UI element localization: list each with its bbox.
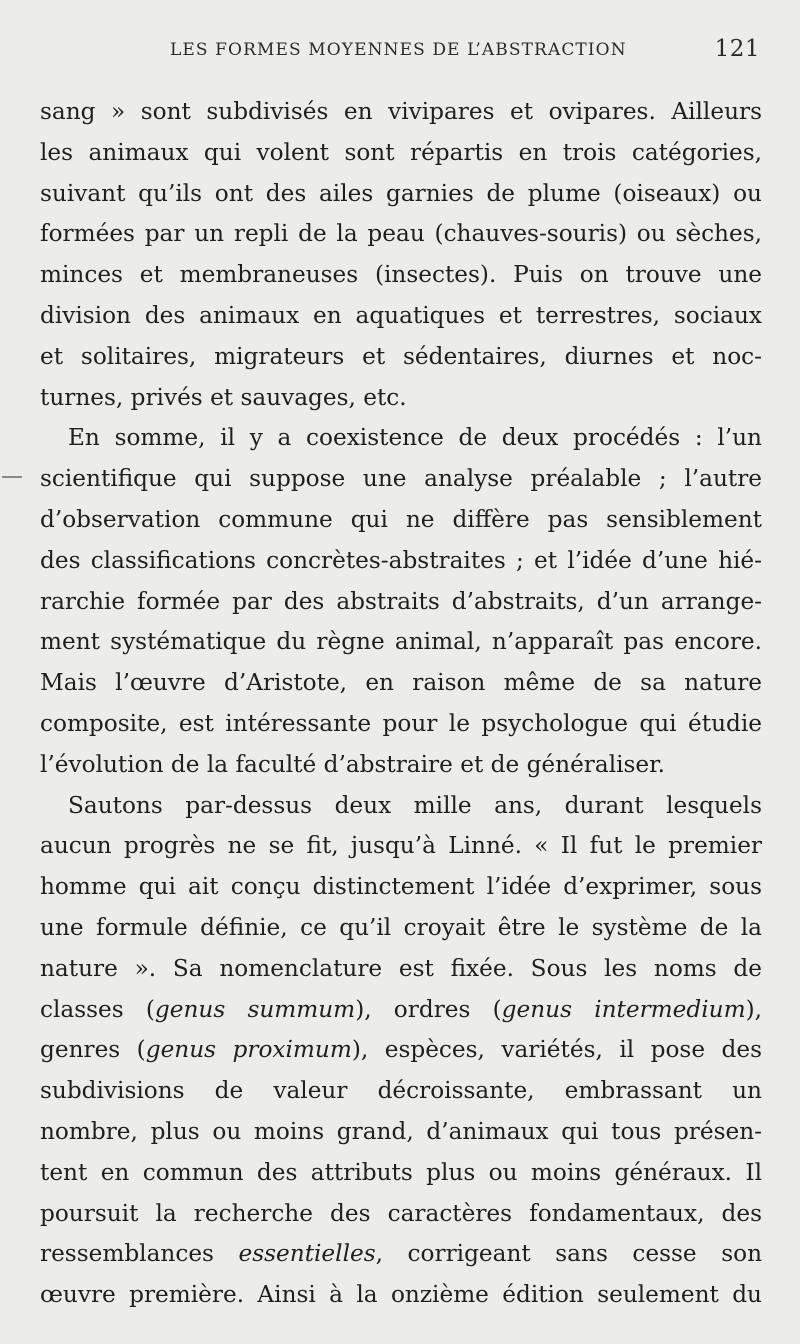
running-title: LES FORMES MOYENNES DE L’ABSTRACTION <box>170 40 627 60</box>
text-line: composite, est intéressante pour le psychologue qui étudie <box>40 709 762 737</box>
text-line: des classifications concrètes-abstraites ; et l’idée d’une hié- <box>40 546 762 574</box>
body-text <box>40 92 762 1316</box>
text-line: division des animaux en aquatiques et terrestres, sociaux <box>40 301 762 329</box>
text-run: classes ( <box>40 995 155 1023</box>
emphasized-word: essentielles <box>238 1240 376 1268</box>
latin-term: genus proximum <box>145 1036 352 1064</box>
text-line: suivant qu’ils ont des ailes garnies de plume (oiseaux) ou <box>40 179 762 207</box>
text-line: nombre, plus ou moins grand, d’animaux qui tous présen- <box>40 1117 762 1145</box>
page-number: 121 <box>714 36 760 62</box>
latin-term: genus intermedium <box>501 995 746 1023</box>
text-line: Mais l’œuvre d’Aristote, en raison même de sa nature <box>40 669 762 697</box>
text-run: , corrigeant sans cesse son <box>375 1240 763 1268</box>
text-run: ), espèces, variétés, il pose des <box>351 1036 762 1064</box>
text-line: nature ». Sa nomenclature est fixée. Sous les noms de <box>40 954 762 982</box>
text-line: homme qui ait conçu distinctement l’idée d’exprimer, sous <box>40 873 762 901</box>
text-line: sang » sont subdivisés en vivipares et ovipares. Ailleurs <box>40 98 762 125</box>
text-line: et solitaires, migrateurs et sédentaires, diurnes et noc- <box>40 342 762 370</box>
text-line: tent en commun des attributs plus ou moins généraux. Il <box>40 1158 762 1186</box>
text-run: ressemblances <box>40 1240 239 1268</box>
text-line-genres <box>40 1030 762 1071</box>
text-line: turnes, privés et sauvages, etc. <box>40 383 407 411</box>
latin-term: genus summum <box>154 995 356 1023</box>
text-line: l’évolution de la faculté d’abstraire et de généraliser. <box>40 750 666 778</box>
text-line: poursuit la recherche des caractères fondamentaux, des <box>40 1199 762 1227</box>
text-line-classes <box>40 990 762 1031</box>
text-line: scientifique qui suppose une analyse préalable ; l’autre <box>40 465 762 493</box>
text-line: minces et membraneuses (insectes). Puis on trouve une <box>40 261 762 289</box>
text-line: formées par un repli de la peau (chauves-souris) ou sèches, <box>40 220 762 248</box>
text-run: ), <box>745 995 762 1023</box>
text-line: aucun progrès ne se fit, jusqu’à Linné. « Il fut le premier <box>40 832 762 860</box>
text-line: rarchie formée par des abstraits d’abstraits, d’un arrange- <box>40 587 762 615</box>
text-run: ), ordres ( <box>355 995 502 1023</box>
running-head <box>40 36 762 66</box>
text-line-ressemblances <box>40 1234 762 1275</box>
text-line: d’observation commune qui ne diffère pas sensiblement <box>40 505 762 533</box>
text-line: Sautons par-dessus deux mille ans, durant lesquels <box>68 791 762 819</box>
text-line: une formule définie, ce qu’il croyait être le système de la <box>40 913 762 941</box>
text-run: genres ( <box>40 1036 146 1064</box>
text-line: En somme, il y a coexistence de deux procédés : l’un <box>68 424 762 452</box>
text-line: ment systématique du règne animal, n’apparaît pas encore. <box>40 628 762 656</box>
text-line: subdivisions de valeur décroissante, embrassant un <box>40 1077 762 1105</box>
text-line: œuvre première. Ainsi à la onzième édition seulement du <box>40 1281 762 1309</box>
text-line: les animaux qui volent sont répartis en trois catégories, <box>40 138 762 166</box>
margin-mark <box>2 476 22 478</box>
